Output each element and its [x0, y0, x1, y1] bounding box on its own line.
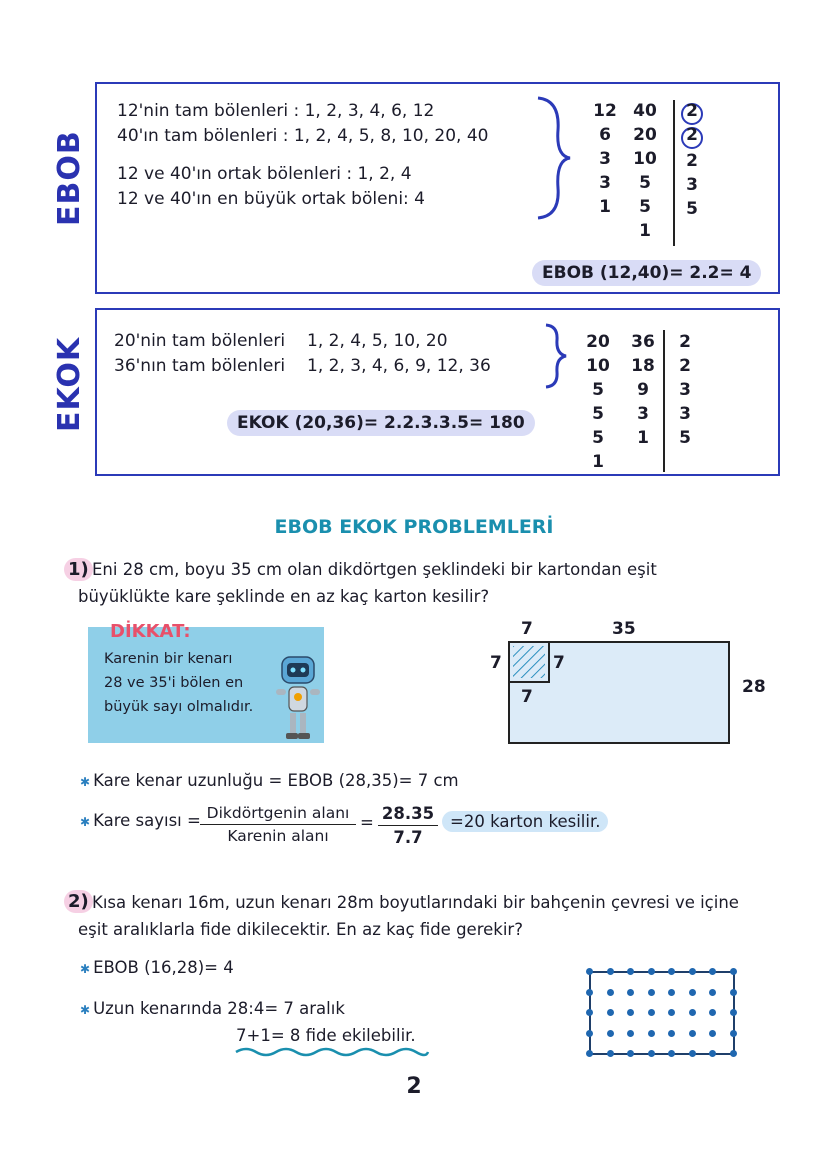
problem2-step2	[80, 999, 345, 1018]
problem2-step2-text: Uzun kenarında 28:4= 7 aralık	[93, 999, 345, 1018]
problem1-text-line2: büyüklükte kare şeklinde en az kaç karton kesilir?	[78, 587, 490, 606]
ekok-col2-3: 3	[637, 404, 649, 424]
ebob-col2-3: 5	[639, 173, 651, 193]
fraction-1-numerator: Dikdörtgenin alanı	[200, 804, 356, 825]
ekok-result: EKOK (20,36)= 2.2.3.3.5= 180	[227, 410, 535, 436]
ebob-col3-0: 2	[686, 101, 698, 121]
ebob-col2-5: 1	[639, 221, 651, 241]
garden-dot	[709, 989, 716, 996]
garden-dot	[730, 1050, 737, 1057]
garden-dot	[709, 1030, 716, 1037]
ekok-col3-1: 2	[679, 356, 691, 376]
ekok-line2-label: 36'nın tam bölenleri	[114, 356, 286, 376]
diagram-top-left: 7	[521, 619, 533, 639]
ekok-col3-3: 3	[679, 404, 691, 424]
ekok-col2-4: 1	[637, 428, 649, 448]
ebob-side-label: EBOB	[52, 130, 87, 226]
diagram-inner-bottom: 7	[521, 687, 533, 707]
garden-dot	[730, 968, 737, 975]
garden-dot	[709, 1050, 716, 1057]
note-line1: Karenin bir kenarı	[104, 651, 233, 667]
ekok-col1-1: 10	[586, 356, 610, 376]
ebob-box	[95, 82, 780, 294]
diagram-left: 7	[490, 653, 502, 673]
garden-dot	[730, 1030, 737, 1037]
problem2-text-line2: eşit aralıklarla fide dikilecektir. En az kaç fide gerekir?	[78, 920, 523, 939]
garden-dot	[586, 1030, 593, 1037]
ekok-col1-2: 5	[592, 380, 604, 400]
hatched-square-icon	[508, 641, 550, 683]
problem2-text-line1: Kısa kenarı 16m, uzun kenarı 28m boyutlarındaki bir bahçenin çevresi ve içine	[92, 893, 739, 912]
fraction-1-denominator: Karenin alanı	[227, 827, 329, 845]
garden-dot	[709, 1009, 716, 1016]
fraction-1	[200, 804, 356, 845]
garden-dot	[586, 1050, 593, 1057]
ebob-col2-0: 40	[633, 101, 657, 121]
ebob-col1-2: 3	[599, 149, 611, 169]
bullet-icon: ✱	[80, 775, 91, 789]
ebob-col2-2: 10	[633, 149, 657, 169]
ebob-col1-1: 6	[599, 125, 611, 145]
ebob-col1-3: 3	[599, 173, 611, 193]
ekok-col2-1: 18	[631, 356, 655, 376]
garden-dot	[689, 989, 696, 996]
ebob-col1-4: 1	[599, 197, 611, 217]
garden-dot	[627, 989, 634, 996]
diagram-right: 28	[742, 677, 766, 697]
ebob-line2: 40'ın tam bölenleri : 1, 2, 4, 5, 8, 10, 20, 40	[117, 126, 489, 146]
wavy-underline-icon	[234, 1046, 430, 1058]
problem1-step1-text: Kare kenar uzunluğu = EBOB (28,35)= 7 cm	[93, 771, 459, 790]
ekok-line1-label: 20'nin tam bölenleri	[114, 331, 286, 351]
ebob-divider	[673, 100, 675, 246]
garden-dot	[730, 989, 737, 996]
robot-icon	[270, 653, 326, 745]
garden-dot	[586, 968, 593, 975]
bullet-icon: ✱	[80, 962, 91, 976]
garden-dot	[689, 968, 696, 975]
garden-dot	[648, 1009, 655, 1016]
problem1-answer: =20 karton kesilir.	[442, 811, 608, 832]
ekok-col1-4: 5	[592, 428, 604, 448]
ekok-col1-0: 20	[586, 332, 610, 352]
problem2-step3: 7+1= 8 fide ekilebilir.	[236, 1026, 416, 1045]
ebob-col3-4: 5	[686, 199, 698, 219]
garden-dot	[648, 989, 655, 996]
problem1-step1	[80, 771, 459, 790]
ekok-col1-3: 5	[592, 404, 604, 424]
ebob-line1: 12'nin tam bölenleri : 1, 2, 3, 4, 6, 12	[117, 101, 435, 121]
diagram-inner-right: 7	[553, 653, 565, 673]
garden-dot	[627, 1030, 634, 1037]
equals-sign: =	[360, 813, 374, 832]
garden-dot	[689, 1050, 696, 1057]
ebob-line3: 12 ve 40'ın ortak bölenleri : 1, 2, 4	[117, 164, 412, 184]
ebob-col3-1: 2	[686, 125, 698, 145]
fraction-2	[378, 804, 438, 847]
ekok-col3-2: 3	[679, 380, 691, 400]
bullet-icon: ✱	[80, 815, 91, 829]
garden-dot	[607, 1030, 614, 1037]
ekok-col3-0: 2	[679, 332, 691, 352]
ebob-line4: 12 ve 40'ın en büyük ortak böleni: 4	[117, 189, 425, 209]
garden-dot	[709, 968, 716, 975]
garden-dot	[648, 968, 655, 975]
ebob-col3-2: 2	[686, 151, 698, 171]
garden-dot	[607, 1009, 614, 1016]
ekok-divider	[663, 330, 665, 472]
garden-dot	[627, 1009, 634, 1016]
ebob-col1-0: 12	[593, 101, 617, 121]
note-title: DİKKAT:	[110, 621, 191, 642]
diagram-top-right: 35	[612, 619, 636, 639]
garden-dot	[668, 1030, 675, 1037]
ekok-col2-0: 36	[631, 332, 655, 352]
garden-dot	[627, 1050, 634, 1057]
garden-dot	[586, 989, 593, 996]
garden-dot	[730, 1009, 737, 1016]
ekok-line2-values: 1, 2, 3, 4, 6, 9, 12, 36	[307, 356, 491, 376]
garden-dot	[668, 1050, 675, 1057]
ebob-result: EBOB (12,40)= 2.2= 4	[532, 260, 761, 286]
garden-dot	[668, 989, 675, 996]
problem1-step2-label	[80, 811, 201, 830]
problem1-number: 1)	[64, 558, 93, 581]
ekok-side-label: EKOK	[52, 336, 87, 432]
garden-dot	[668, 968, 675, 975]
ekok-col3-4: 5	[679, 428, 691, 448]
problem2-number: 2)	[64, 890, 93, 913]
problem1-text-line1: Eni 28 cm, boyu 35 cm olan dikdörtgen şeklindeki bir kartondan eşit	[92, 560, 657, 579]
garden-dot	[607, 968, 614, 975]
ebob-col2-4: 5	[639, 197, 651, 217]
note-line3: büyük sayı olmalıdır.	[104, 699, 254, 715]
bullet-icon: ✱	[80, 1003, 91, 1017]
ekok-line1-values: 1, 2, 4, 5, 10, 20	[307, 331, 448, 351]
problem2-step1	[80, 958, 234, 977]
garden-dot	[607, 1050, 614, 1057]
fraction-2-numerator: 28.35	[378, 804, 438, 826]
ebob-col3-3: 3	[686, 175, 698, 195]
ekok-col1-5: 1	[592, 452, 604, 472]
garden-dot	[648, 1030, 655, 1037]
garden-dot	[689, 1030, 696, 1037]
brace-icon	[534, 94, 574, 222]
garden-dot	[668, 1009, 675, 1016]
note-box	[88, 621, 324, 743]
problem2-step1-text: EBOB (16,28)= 4	[93, 958, 234, 977]
ekok-box	[95, 308, 780, 476]
garden-dot	[627, 968, 634, 975]
problem1-step2-label-text: Kare sayısı =	[93, 811, 201, 830]
garden-dot	[689, 1009, 696, 1016]
ekok-col2-2: 9	[637, 380, 649, 400]
page-number: 2	[406, 1074, 422, 1099]
garden-dot	[648, 1050, 655, 1057]
fraction-2-denominator: 7.7	[393, 828, 423, 847]
brace-icon	[542, 322, 570, 390]
garden-dot	[586, 1009, 593, 1016]
ebob-col2-1: 20	[633, 125, 657, 145]
garden-dot	[607, 989, 614, 996]
problems-title: EBOB EKOK PROBLEMLERİ	[274, 516, 554, 538]
note-line2: 28 ve 35'i bölen en	[104, 675, 244, 691]
